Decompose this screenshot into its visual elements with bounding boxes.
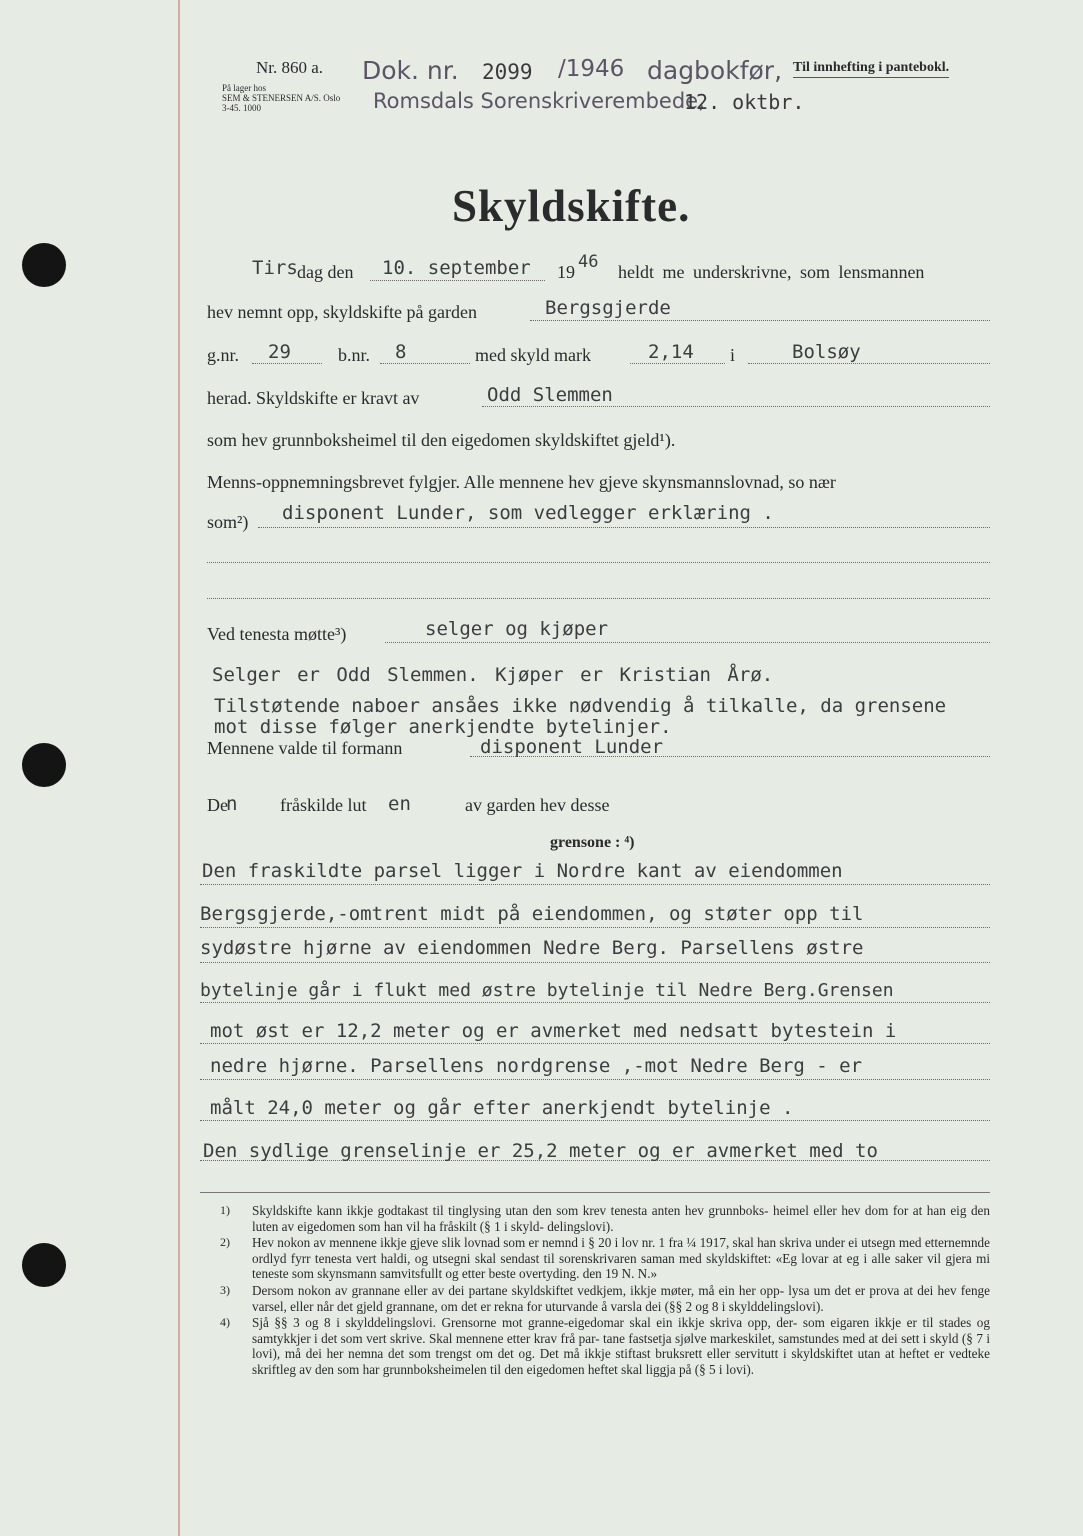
desc-underline-3 [200, 962, 990, 964]
menns-text: Menns-oppnemningsbrevet fylgjer. Alle mennene hev gjeve skynsmannslovnad, so nær [207, 472, 836, 492]
som-label: som²) [207, 512, 249, 532]
footnotes [220, 1203, 990, 1379]
naboer-line-2: mot disse følger anerkjendte bytelinjer. [214, 716, 672, 738]
desc-underline-6 [200, 1079, 990, 1081]
grunnboks-text: som hev grunnboksheimel til den eigedomen skyldskiftet gjeld¹). [207, 430, 676, 450]
dok-number: 2099 [482, 60, 533, 84]
garden-field: Bergsgjerde [545, 297, 671, 319]
footnote-separator [200, 1192, 990, 1193]
motte-underline [385, 642, 990, 644]
blank-line-1 [207, 562, 990, 564]
formann-field: disponent Lunder [480, 736, 664, 758]
blank-line-2 [207, 598, 990, 600]
den-label: De [207, 795, 228, 815]
av-garden-label: av garden hev desse [465, 795, 610, 815]
den-suffix: n [226, 793, 238, 815]
weekday-field: Tirs [252, 257, 298, 279]
printer-note: På lager hos SEM & STENERSEN A/S. Oslo 3-45. 1000 [222, 83, 341, 113]
skyld-underline [630, 363, 725, 365]
heldt-text: heldt me underskrivne, som lensmannen [618, 262, 925, 282]
dok-year: /1946 [558, 56, 625, 82]
desc-underline-2 [200, 927, 990, 929]
som-underline [258, 527, 990, 529]
desc-line-5: mot øst er 12,2 meter og er avmerket med nedsatt bytestein i [210, 1020, 897, 1042]
naboer-line-1: Tilstøtende naboer ansåes ikke nødvendig å tilkalle, da grensene [214, 695, 947, 717]
grensone-heading: grensone : ⁴) [550, 834, 635, 851]
desc-line-1: Den fraskildte parsel ligger i Nordre kant av eiendommen [202, 860, 843, 882]
form-number: Nr. 860 a. [256, 58, 324, 77]
herad-underline [748, 363, 990, 365]
dag-den-label: dag den [297, 262, 354, 282]
herad-field: Bolsøy [792, 341, 861, 363]
som-field: disponent Lunder, som vedlegger erklæring . [282, 502, 774, 524]
gnr-field: 29 [268, 341, 291, 363]
med-skyld-label: med skyld mark [475, 345, 591, 365]
bnr-field: 8 [395, 341, 407, 363]
desc-underline-1 [200, 884, 990, 886]
ved-tenesta-label: Ved tenesta møtte³) [207, 624, 347, 644]
hev-nemnt-text: hev nemnt opp, skyldskifte på garden [207, 302, 477, 322]
footnote-4: 4) Sjå §§ 3 og 8 i skylddelingslovi. Grensorne mot granne-eigedomar skal ein ikkje skriva opp, der- som eigaren ikkje er til stades og samtykkjer i det som vert skrive. Skal mennene etter krav frå par- tane fastsetja sjølve markeskilet, samstundes med at dei sett i skyld (§ 7 i lovi), må dei her nemna det som trengst om det og. Det må ikkje stiftast bruksrett eller servitutt i skyldskiftet utan at heftet er vedteke skriftleg av den som har grunnboksheimelen til den eigedomen heftet skal liggja på (§ 5 i lovi). [220, 1315, 990, 1377]
year-field: 46 [578, 252, 599, 272]
garden-underline [530, 320, 990, 322]
motte-field: selger og kjøper [425, 618, 609, 640]
i-label: i [730, 345, 736, 365]
desc-line-6: nedre hjørne. Parsellens nordgrense ,-mot Nedre Berg - er [210, 1055, 863, 1077]
desc-line-3: sydøstre hjørne av eiendommen Nedre Berg. Parsellens østre [200, 937, 864, 959]
page-title: Skyldskifte. [452, 181, 691, 231]
desc-underline-5 [200, 1043, 990, 1045]
romsdals-stamp: Romsdals Sorenskriverembede, [373, 89, 705, 113]
selger-line: Selger er Odd Slemmen. Kjøper er Kristian Årø. [212, 664, 774, 686]
lut-suffix: en [388, 793, 411, 815]
date-field: 10. september [382, 257, 531, 279]
desc-line-4: bytelinje går i flukt med østre bytelinje til Nedre Berg.Grensen [200, 980, 894, 1001]
gnr-label: g.nr. [207, 345, 240, 365]
fraskilde-label: fråskilde lut [280, 795, 367, 815]
desc-line-2: Bergsgjerde,-omtrent midt på eiendommen, og støter opp til [200, 903, 864, 925]
stamp-date: 12. oktbr. [684, 90, 805, 114]
bnr-underline [380, 363, 470, 365]
skyld-field: 2,14 [648, 341, 694, 363]
bnr-label: b.nr. [338, 345, 371, 365]
desc-underline-7 [200, 1120, 990, 1122]
til-innhefting: Til innhefting i pantebokl. [793, 60, 949, 78]
punch-hole-bottom [22, 1243, 66, 1287]
date-underline [370, 280, 545, 282]
red-margin-line [178, 0, 180, 1536]
desc-underline-4 [200, 1002, 990, 1004]
punch-hole-top [22, 243, 66, 287]
desc-line-7: målt 24,0 meter og går efter anerkjendt bytelinje . [210, 1097, 794, 1119]
footnote-3: 3) Dersom nokon av grannane eller av dei partane skyldskiftet vedkjem, ikkje møter, må ein her opp- lysa um det er prova at dei hev fenge varsel, eller når det gjeld grannane, om det er rekna for uturvande å varsla dei (§§ 2 og 8 i skylddelingslovi). [220, 1282, 990, 1314]
footnote-1: 1) Skyldskifte kann ikkje godtakast til tinglysing utan den som krev tenesta anten hev grunnboks- heimel eller hev dom for at han eig den luten av eigedomen som han vil ha fråskilt (§ 1 i skyld- delingslovi). [220, 1203, 990, 1234]
desc-line-8: Den sydlige grenselinje er 25,2 meter og er avmerket med to [203, 1140, 878, 1162]
gnr-underline [252, 363, 322, 365]
formann-label: Mennene valde til formann [207, 738, 403, 758]
footnote-2: 2) Hev nokon av mennene ikkje gjeve slik lovnad som er nemnd i § 20 i lov nr. 1 fra ¼ 1917, skal han skriva under ei utsegn med etternemnde ordlyd fyrr tenesta vert haldi, og utsegni skal sendast til sorenskrivaren saman med skyldskiftet: «Eg lovar at eg i alle saker vil gjera mi teneste som skynsmann samvitsfullt og etter beste overtyding. den 19 N. N.» [220, 1235, 990, 1282]
kravt-av-text: herad. Skyldskifte er kravt av [207, 388, 420, 408]
punch-hole-middle [22, 743, 66, 787]
dok-nr-stamp: Dok. nr. [362, 56, 459, 85]
year-prefix: 19 [557, 262, 575, 282]
dagbokfor-stamp: dagbokfør, [647, 56, 783, 85]
kravt-av-field: Odd Slemmen [487, 384, 613, 406]
kravt-av-underline [482, 406, 990, 408]
